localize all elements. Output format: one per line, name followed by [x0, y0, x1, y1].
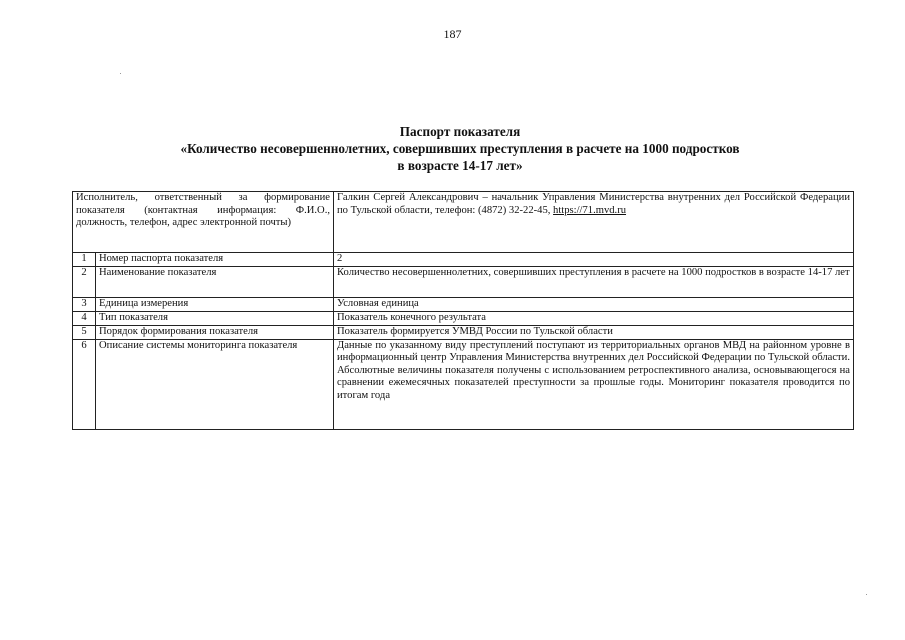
executor-value-text: Галкин Сергей Александрович – начальник Управления Министерства внутренних дел Российской Федерации по Тульской области, телефон: (4872) 32-22-45,: [337, 192, 850, 216]
table-row: [73, 266, 854, 297]
row-number: 2: [73, 266, 96, 297]
table-row-executor: [73, 192, 854, 253]
table-row: [73, 325, 854, 339]
indicator-passport-table: [72, 191, 854, 430]
row-value: Данные по указанному виду преступлений поступают из территориальных органов МВД на районном уровне в информационный центр Управления Министерства внутренних дел Российской Федерации по Тульской области. Абсолютные величины показателя получены с использованием ретроспективного анализа, основывающегося на сравнении ежемесячных показателей преступности за прошлые годы. Мониторинг показателя проводится по итогам года: [334, 339, 854, 429]
row-label: Порядок формирования показателя: [96, 325, 334, 339]
title-line-2: «Количество несовершеннолетних, совершивших преступления в расчете на 1000 подростков: [180, 141, 740, 156]
executor-label: Исполнитель, ответственный за формирование показателя (контактная информация: Ф.И.О., должность, телефон, адрес электронной почты): [73, 192, 334, 253]
row-label: Единица измерения: [96, 297, 334, 311]
row-value: Условная единица: [334, 297, 854, 311]
executor-value: [334, 192, 854, 253]
row-label: Тип показателя: [96, 311, 334, 325]
row-label: Наименование показателя: [96, 266, 334, 297]
table-row: [73, 311, 854, 325]
page-number: 187: [443, 27, 462, 41]
row-value: Показатель формируется УМВД России по Тульской области: [334, 325, 854, 339]
row-value: 2: [334, 253, 854, 267]
title-line-3: в возрасте 14-17 лет»: [397, 158, 523, 173]
document-title: [100, 123, 820, 174]
title-line-1: Паспорт показателя: [399, 124, 521, 139]
row-label: Описание системы мониторинга показателя: [96, 339, 334, 429]
row-value: Показатель конечного результата: [334, 311, 854, 325]
row-number: 6: [73, 339, 96, 429]
row-number: 3: [73, 297, 96, 311]
executor-website-link[interactable]: https://71.mvd.ru: [553, 204, 627, 216]
table-row: [73, 297, 854, 311]
row-number: 1: [73, 253, 96, 267]
scan-speck: [866, 594, 867, 595]
table-row: [73, 253, 854, 267]
row-value: Количество несовершеннолетних, совершивших преступления в расчете на 1000 подростков в возрасте 14-17 лет: [334, 266, 854, 297]
row-number: 5: [73, 325, 96, 339]
row-label: Номер паспорта показателя: [96, 253, 334, 267]
row-number: 4: [73, 311, 96, 325]
scan-speck: [120, 73, 121, 74]
table-row: [73, 339, 854, 429]
